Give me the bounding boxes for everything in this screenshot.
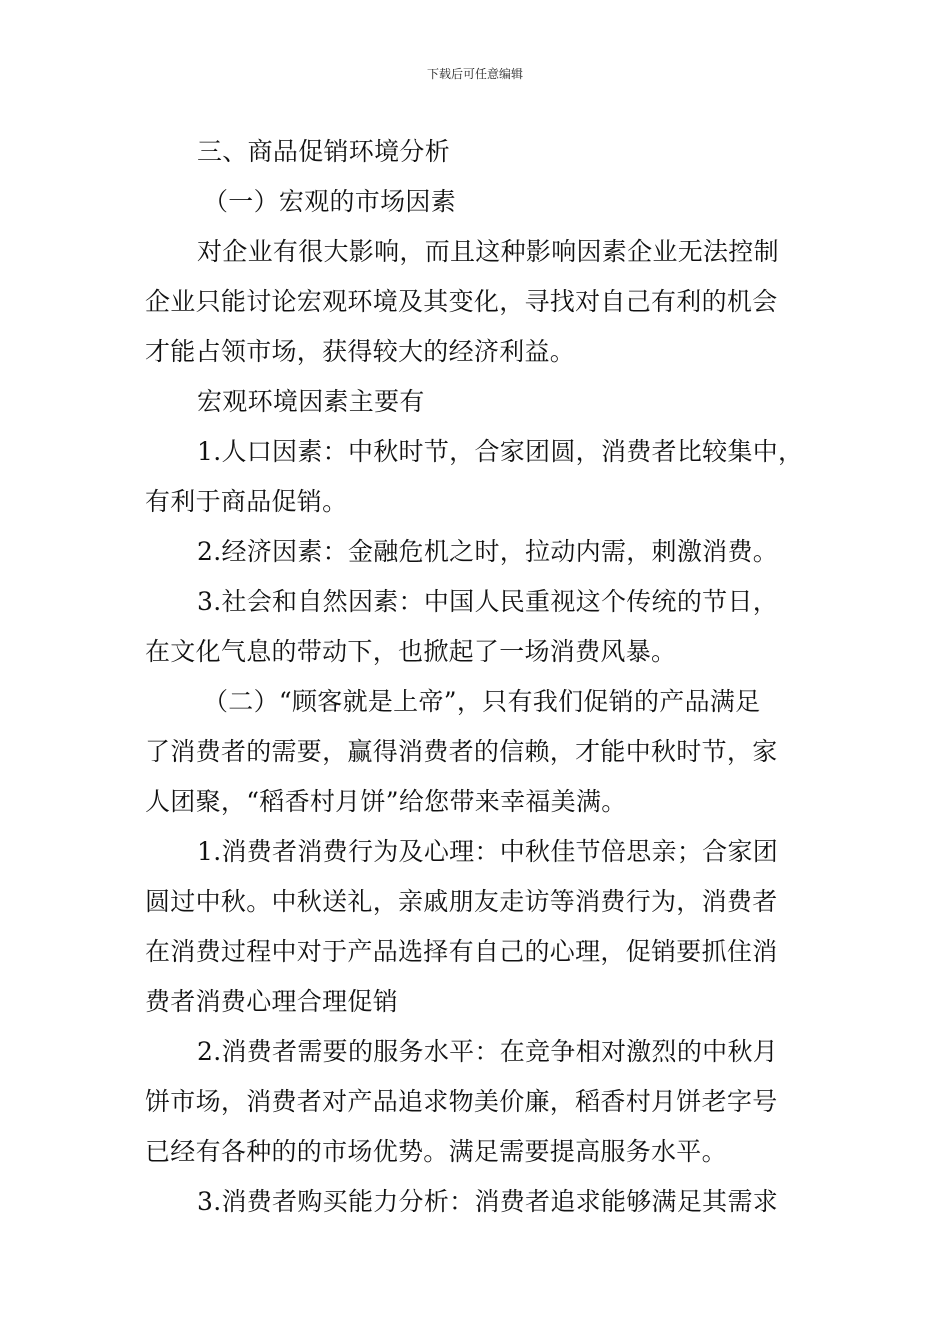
paragraph-line: 企业只能讨论宏观环境及其变化，寻找对自己有利的机会 — [145, 287, 778, 316]
list-item-line: 1.人口因素：中秋时节，合家团圆，消费者比较集中， — [197, 437, 804, 466]
header-note: 下载后可任意编辑 — [426, 67, 523, 81]
list-item-line: 2.经济因素：金融危机之时，拉动内需，刺激消费。 — [197, 537, 779, 566]
paragraph-line: 对企业有很大影响，而且这种影响因素企业无法控制 — [197, 237, 779, 266]
list-item-line: 1.消费者消费行为及心理：中秋佳节倍思亲；合家团 — [197, 837, 779, 866]
document-body — [145, 127, 817, 1227]
list-item-line: 2.消费者需要的服务水平：在竞争相对激烈的中秋月 — [197, 1037, 779, 1066]
list-item-line: 在文化气息的带动下，也掀起了一场消费风暴。 — [145, 637, 677, 666]
list-item-line: 3.社会和自然因素：中国人民重视这个传统的节日， — [197, 587, 779, 616]
section-heading: 三、商品促销环境分析 — [197, 137, 451, 166]
subsection-heading: （二）“顾客就是上帝”，只有我们促销的产品满足 — [203, 687, 761, 716]
paragraph-line: 人团聚，“稻香村月饼”给您带来幸福美满。 — [145, 787, 627, 816]
list-item-line: 有利于商品促销。 — [145, 487, 348, 516]
list-item-line: 在消费过程中对于产品选择有自己的心理，促销要抓住消 — [145, 937, 778, 966]
paragraph-line: 才能占领市场，获得较大的经济利益。 — [145, 337, 576, 366]
list-item-line: 3.消费者购买能力分析：消费者追求能够满足其需求 — [197, 1187, 779, 1216]
list-item-line: 已经有各种的的市场优势。满足需要提高服务水平。 — [145, 1137, 727, 1166]
list-item-line: 饼市场，消费者对产品追求物美价廉，稻香村月饼老字号 — [145, 1087, 778, 1116]
paragraph-line: 了消费者的需要，赢得消费者的信赖，才能中秋时节，家 — [145, 737, 778, 766]
list-item-line: 圆过中秋。中秋送礼，亲戚朋友走访等消费行为，消费者 — [145, 887, 778, 916]
paragraph-line: 宏观环境因素主要有 — [197, 387, 425, 416]
subsection-heading: （一）宏观的市场因素 — [203, 187, 457, 216]
list-item-line: 费者消费心理合理促销 — [145, 987, 399, 1016]
